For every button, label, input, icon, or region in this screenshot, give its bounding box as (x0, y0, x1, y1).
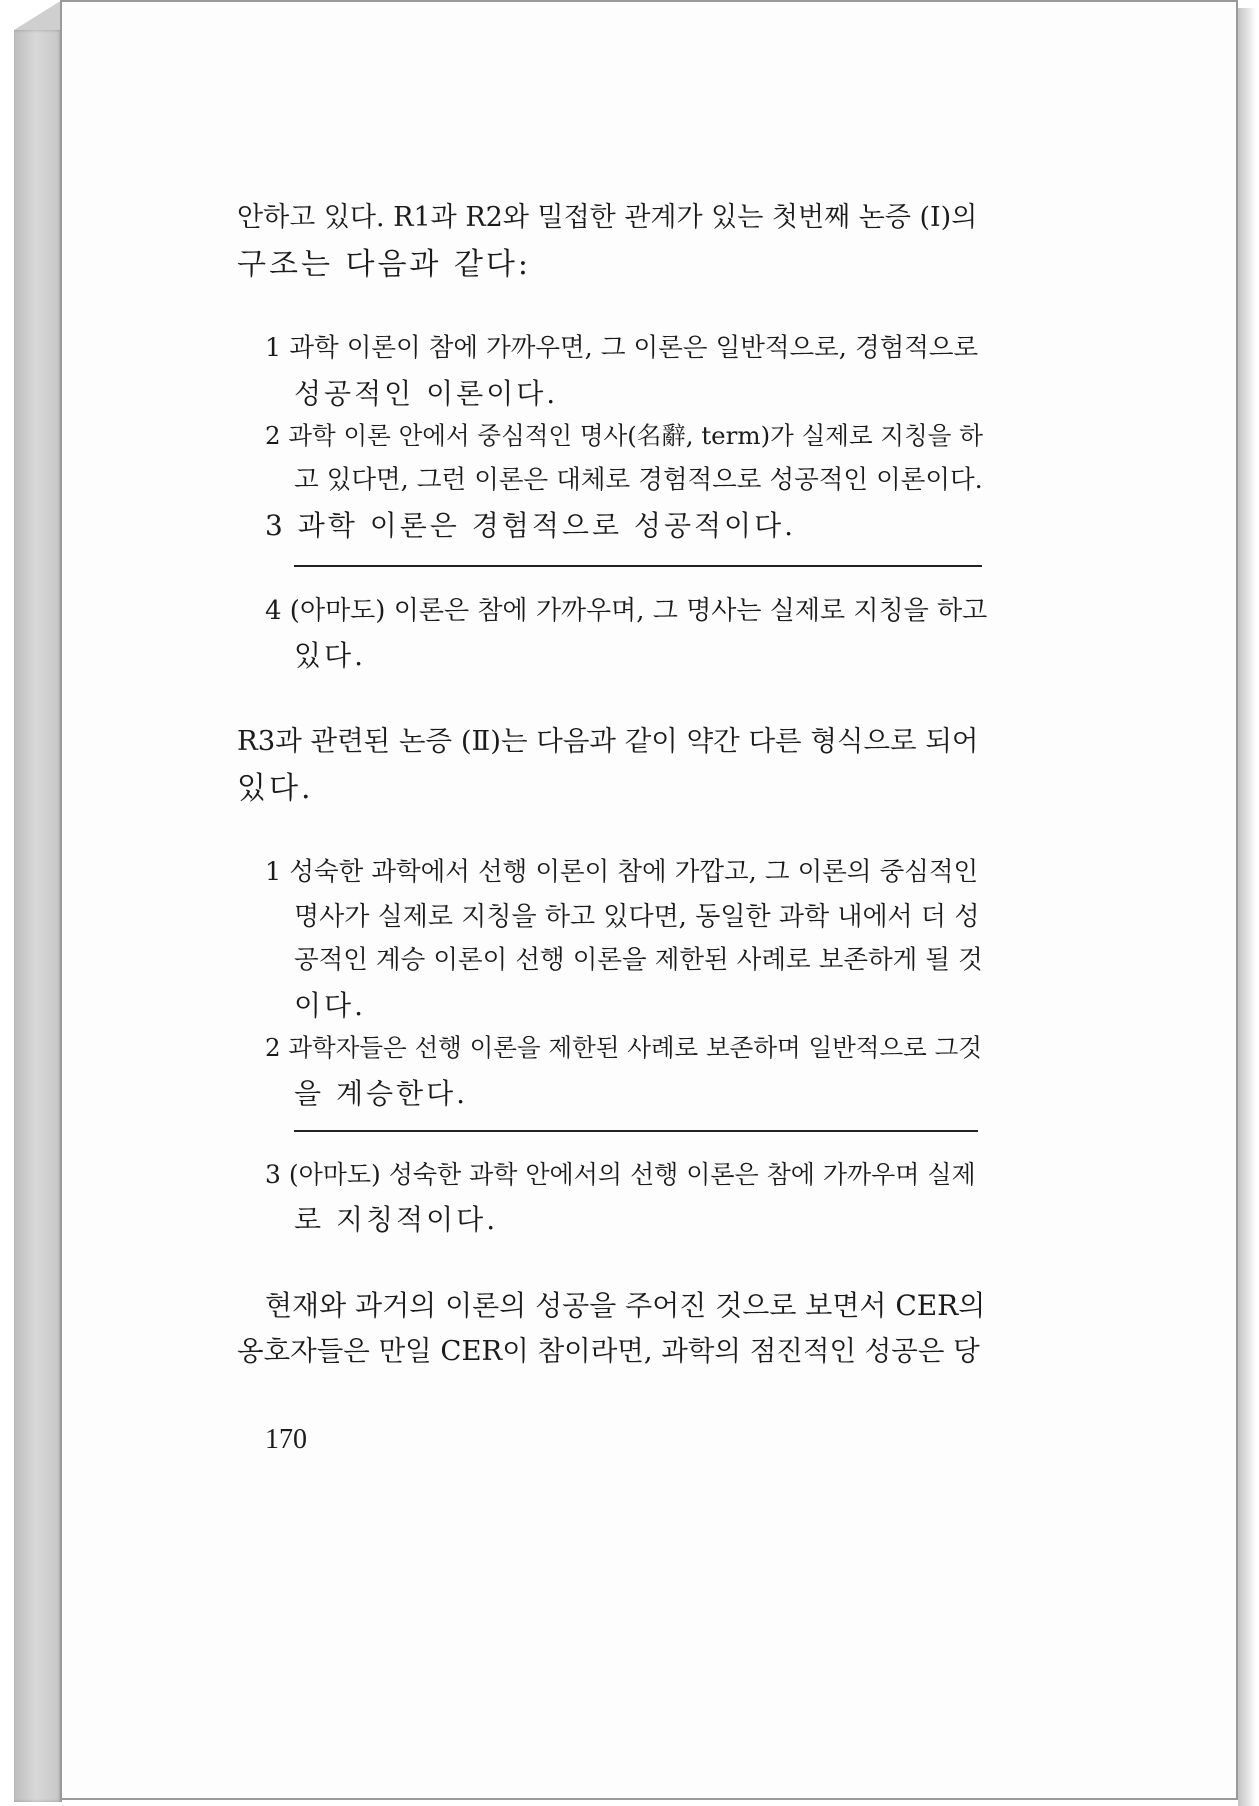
argument1-conclusion-line1: 4 (아마도) 이론은 참에 가까우며, 그 명사는 실제로 지칭을 하고 (265, 596, 988, 626)
argument1-premise2-line2: 고 있다면, 그런 이론은 대체로 경험적으로 성공적인 이론이다. (294, 465, 983, 495)
argument2-inference-rule (294, 1130, 978, 1132)
intro-line-2: 구조는 다음과 같다: (237, 247, 532, 282)
page-right-shadow (1238, 8, 1256, 1806)
argument2-conclusion-line2: 로 지칭적이다. (294, 1203, 499, 1236)
argument2-premise1-line4: 이다. (294, 989, 366, 1022)
argument2-premise2-line1: 2 과학자들은 선행 이론을 제한된 사례로 보존하며 일반적으로 그것 (265, 1033, 982, 1062)
page-number: 170 (265, 1424, 307, 1455)
intro-line-1: 안하고 있다. R1과 R2와 밀접한 관계가 있는 첫번째 논증 (Ⅰ)의 (237, 202, 978, 233)
argument1-premise1-line1: 1 과학 이론이 참에 가까우면, 그 이론은 일반적으로, 경험적으로 (265, 333, 979, 363)
argument1-premise3-line1: 3 과학 이론은 경험적으로 성공적이다. (265, 509, 797, 542)
book-page (60, 0, 1238, 1800)
argument2-premise1-line1: 1 성숙한 과학에서 선행 이론이 참에 가깝고, 그 이론의 중심적인 (265, 857, 979, 887)
argument1-inference-rule (294, 565, 982, 567)
argument2-premise2-line2: 을 계승한다. (294, 1077, 469, 1110)
argument2-conclusion-line1: 3 (아마도) 성숙한 과학 안에서의 선행 이론은 참에 가까우며 실제 (265, 1160, 976, 1189)
argument2-premise1-line2: 명사가 실제로 지칭을 하고 있다면, 동일한 과학 내에서 더 성 (294, 902, 980, 932)
argument2-premise1-line3: 공적인 계승 이론이 선행 이론을 제한된 사례로 보존하게 될 것 (294, 945, 983, 975)
transition-line-1: R3과 관련된 논증 (Ⅱ)는 다음과 같이 약간 다른 형식으로 되어 (237, 725, 979, 757)
argument1-premise2-line1: 2 과학 이론 안에서 중심적인 명사(名辭, term)가 실제로 지칭을 하 (265, 421, 983, 450)
argument1-conclusion-line2: 있다. (294, 639, 366, 672)
closing-line-2: 옹호자들은 만일 CER이 참이라면, 과학의 점진적인 성공은 당 (237, 1335, 980, 1367)
closing-line-1: 현재와 과거의 이론의 성공을 주어진 것으로 보면서 CER의 (265, 1289, 986, 1322)
transition-line-2: 있다. (237, 771, 314, 806)
argument1-premise1-line2: 성공적인 이론이다. (294, 377, 559, 410)
book-page-edges (14, 30, 62, 1802)
page-corner-fold (14, 0, 62, 30)
